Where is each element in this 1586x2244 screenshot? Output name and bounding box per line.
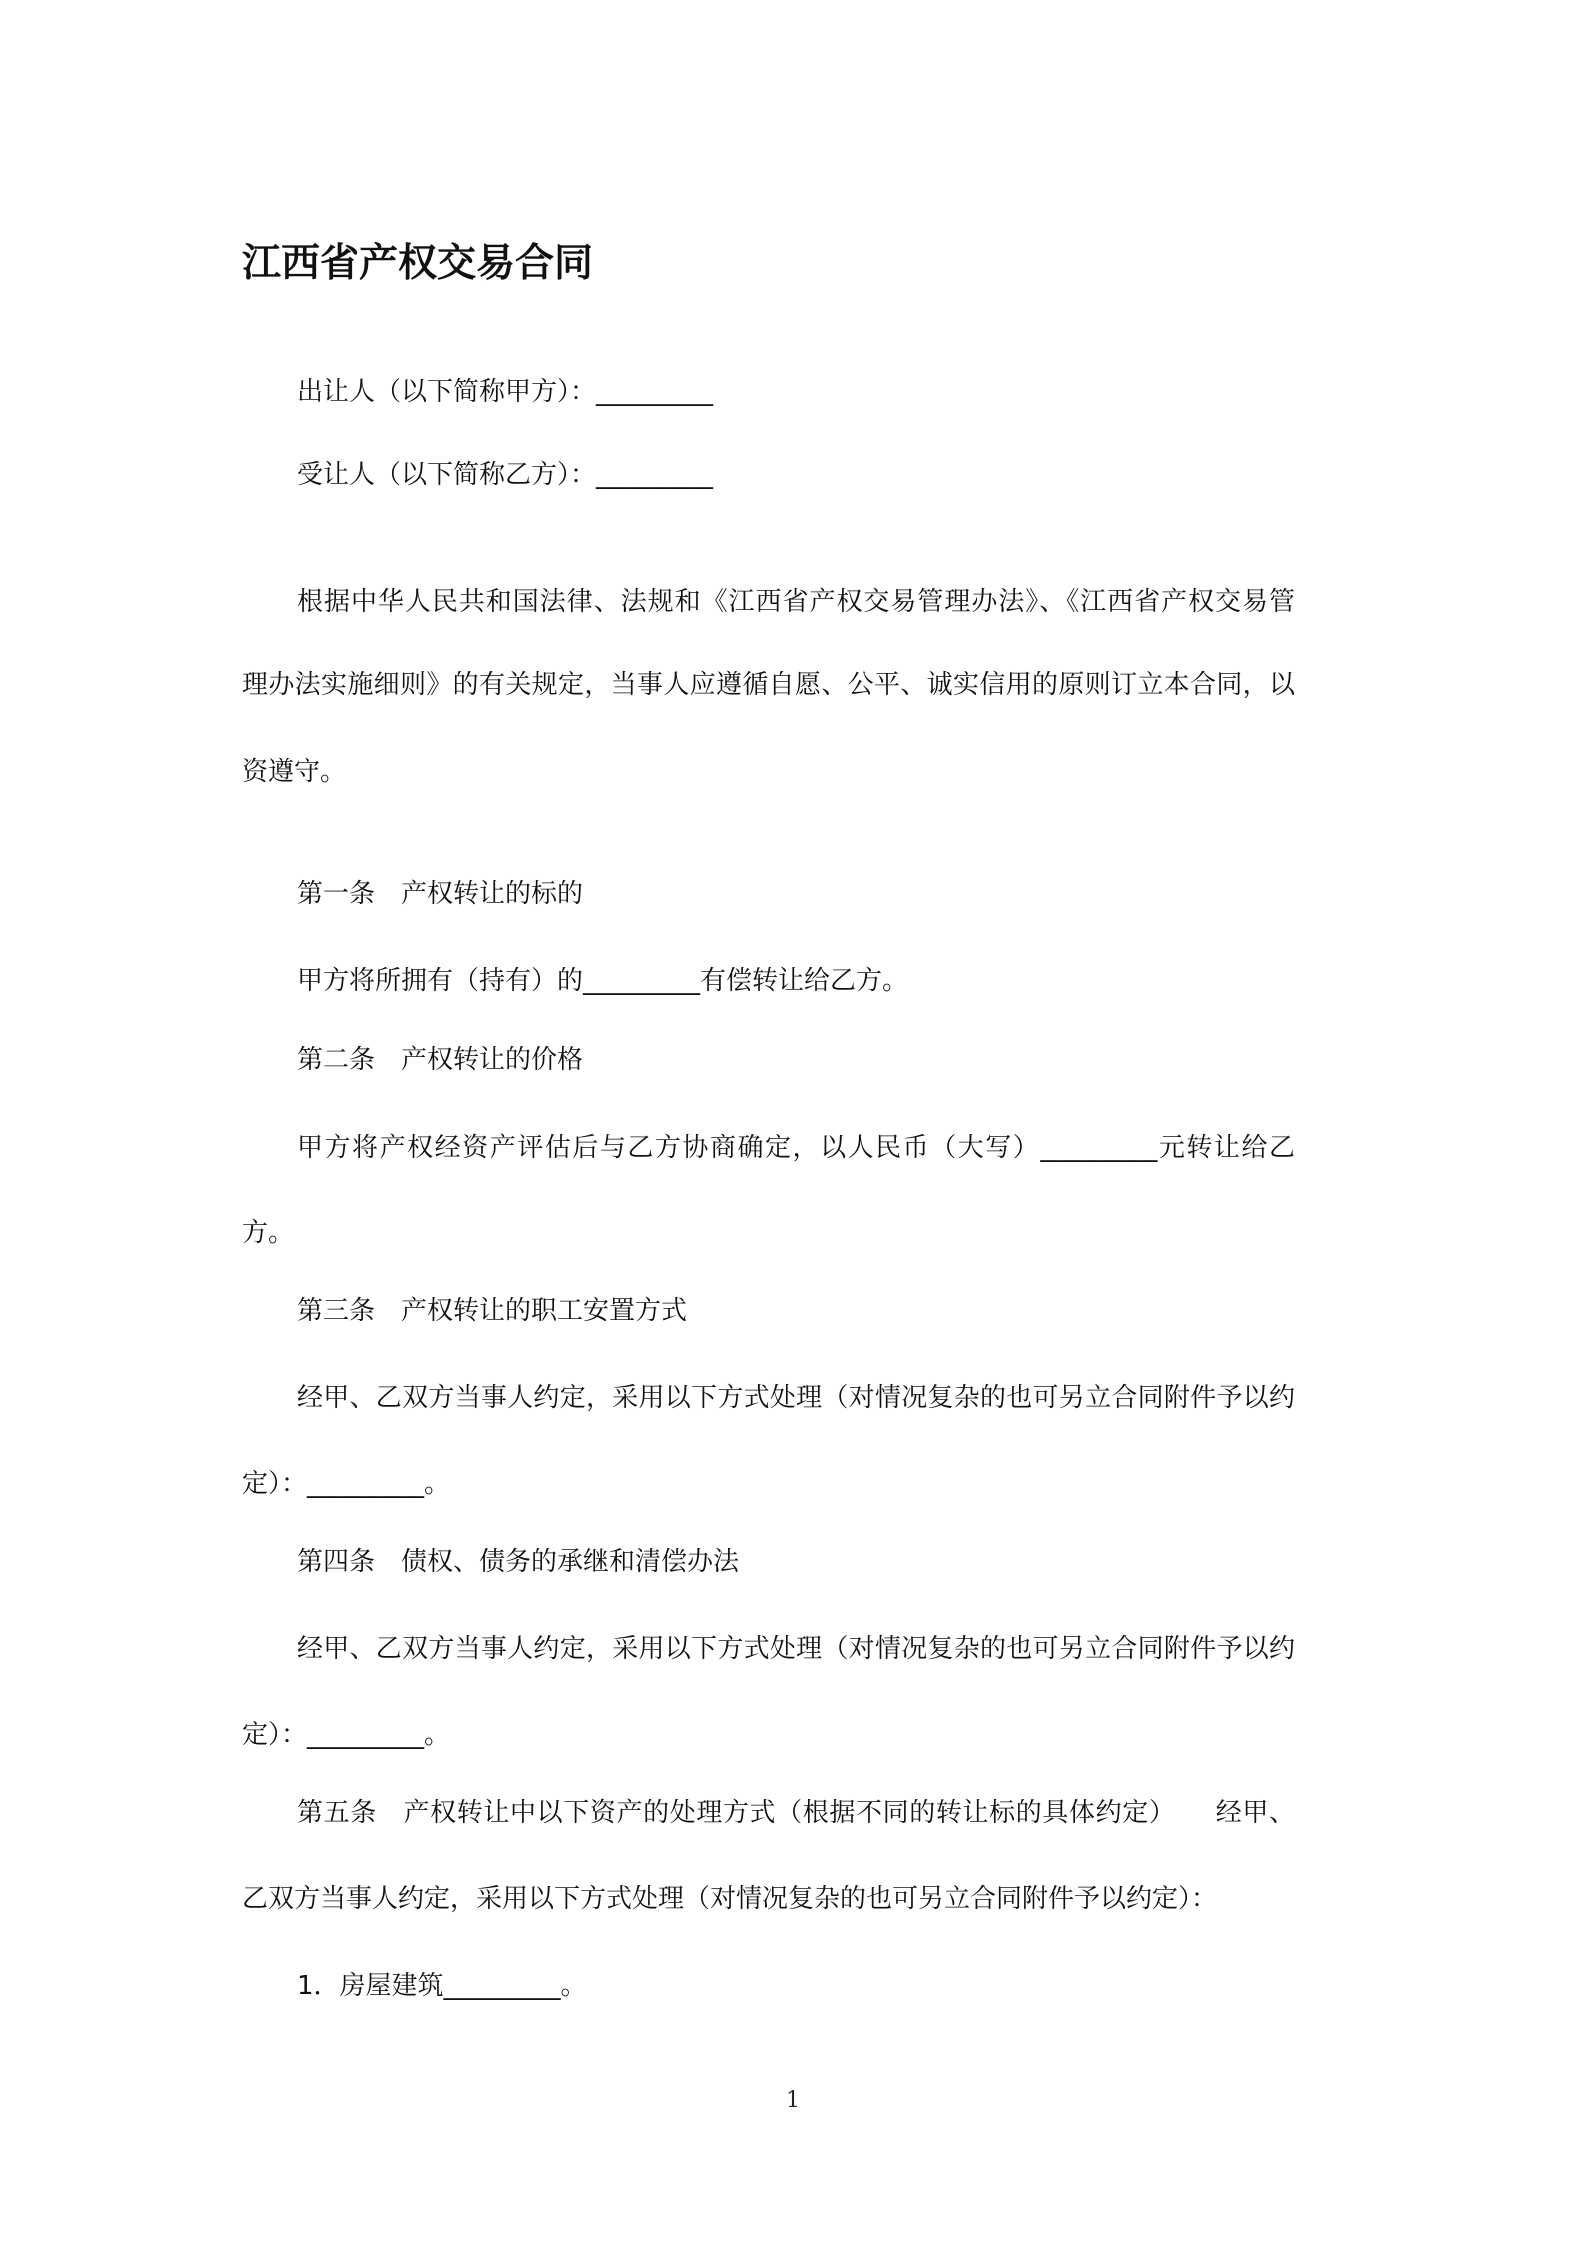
transferee-line: 受让人（以下简称乙方）：_________ bbox=[297, 460, 714, 490]
article5-line-2: 乙双方当事人约定，采用以下方式处理（对情况复杂的也可另立合同附件予以约定）： bbox=[242, 1884, 1218, 1914]
article4-line-1: 经甲、乙双方当事人约定，采用以下方式处理（对情况复杂的也可另立合同附件予以约 bbox=[297, 1634, 1295, 1664]
article5-line-1: 第五条 产权转让中以下资产的处理方式（根据不同的转让标的具体约定） 经甲、 bbox=[297, 1798, 1295, 1828]
item1-building: 1．房屋建筑_________。 bbox=[297, 1971, 587, 2001]
article2-line-1: 甲方将产权经资产评估后与乙方协商确定，以人民币（大写）_________元转让给乙 bbox=[297, 1133, 1295, 1163]
article4-heading: 第四条 债权、债务的承继和清偿办法 bbox=[297, 1547, 740, 1577]
document-title: 江西省产权交易合同 bbox=[242, 241, 594, 286]
article2-heading: 第二条 产权转让的价格 bbox=[297, 1045, 584, 1075]
article1-body: 甲方将所拥有（持有）的_________有偿转让给乙方。 bbox=[297, 966, 909, 996]
article3-line-1: 经甲、乙双方当事人约定，采用以下方式处理（对情况复杂的也可另立合同附件予以约 bbox=[297, 1383, 1295, 1413]
article2-line-2: 方。 bbox=[242, 1218, 295, 1248]
article3-heading: 第三条 产权转让的职工安置方式 bbox=[297, 1296, 688, 1326]
preamble-line-2: 理办法实施细则》的有关规定，当事人应遵循自愿、公平、诚实信用的原则订立本合同，以 bbox=[242, 670, 1295, 700]
article3-line-2: 定）：_________。 bbox=[242, 1469, 451, 1499]
page-number: 1 bbox=[786, 2088, 800, 2113]
transferor-line: 出让人（以下简称甲方）：_________ bbox=[297, 377, 714, 407]
preamble-line-3: 资遵守。 bbox=[242, 757, 347, 787]
article1-heading: 第一条 产权转让的标的 bbox=[297, 879, 584, 909]
preamble-line-1: 根据中华人民共和国法律、法规和《江西省产权交易管理办法》、《江西省产权交易管 bbox=[297, 587, 1295, 617]
article4-line-2: 定）：_________。 bbox=[242, 1720, 451, 1750]
